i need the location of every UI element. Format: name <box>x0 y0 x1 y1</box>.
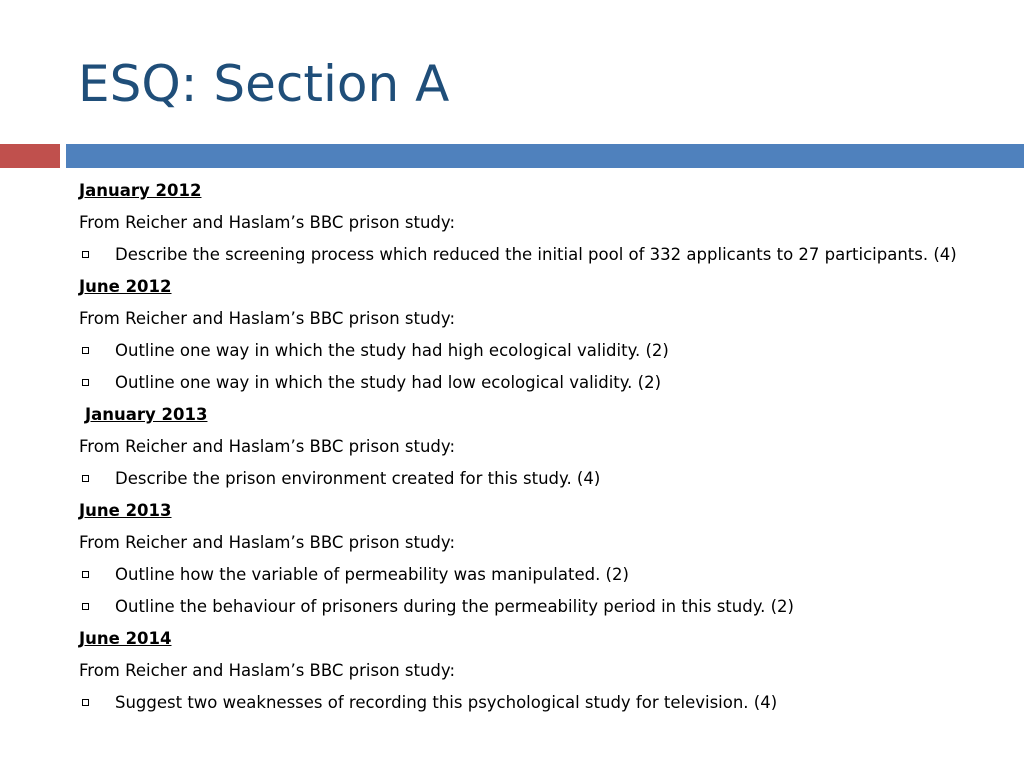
question-item <box>79 372 984 394</box>
bullet-square-icon <box>82 699 89 706</box>
question-text: Outline the behaviour of prisoners during the permeability period in this study. (2) <box>115 597 794 616</box>
bullet-square-icon <box>82 475 89 482</box>
section-intro: From Reicher and Haslam’s BBC prison study: <box>79 309 456 328</box>
slide-body <box>79 180 984 724</box>
question-item <box>79 692 984 714</box>
bullet-square-icon <box>82 347 89 354</box>
accent-bar-blue <box>66 144 1024 168</box>
section-intro: From Reicher and Haslam’s BBC prison study: <box>79 533 456 552</box>
question-item <box>79 244 984 266</box>
section-heading: June 2014 <box>79 629 172 648</box>
slide-title: ESQ: Section A <box>78 55 450 113</box>
question-text: Describe the screening process which reduced the initial pool of 332 applicants to 27 participants. (4) <box>115 245 957 264</box>
bullet-square-icon <box>82 603 89 610</box>
question-item <box>79 564 984 586</box>
section-intro: From Reicher and Haslam’s BBC prison study: <box>79 437 456 456</box>
section-intro: From Reicher and Haslam’s BBC prison study: <box>79 661 456 680</box>
accent-bar-red <box>0 144 60 168</box>
question-text: Outline how the variable of permeability was manipulated. (2) <box>115 565 629 584</box>
question-item <box>79 468 984 490</box>
question-item <box>79 340 984 362</box>
bullet-square-icon <box>82 379 89 386</box>
question-item <box>79 596 984 618</box>
section-heading: January 2013 <box>85 405 208 424</box>
section-intro: From Reicher and Haslam’s BBC prison study: <box>79 213 456 232</box>
section-heading: June 2013 <box>79 501 172 520</box>
question-text: Outline one way in which the study had high ecological validity. (2) <box>115 341 669 360</box>
bullet-square-icon <box>82 251 89 258</box>
question-text: Suggest two weaknesses of recording this psychological study for television. (4) <box>115 693 778 712</box>
question-text: Outline one way in which the study had low ecological validity. (2) <box>115 373 662 392</box>
section-heading: January 2012 <box>79 181 202 200</box>
question-text: Describe the prison environment created for this study. (4) <box>115 469 601 488</box>
section-heading: June 2012 <box>79 277 172 296</box>
bullet-square-icon <box>82 571 89 578</box>
